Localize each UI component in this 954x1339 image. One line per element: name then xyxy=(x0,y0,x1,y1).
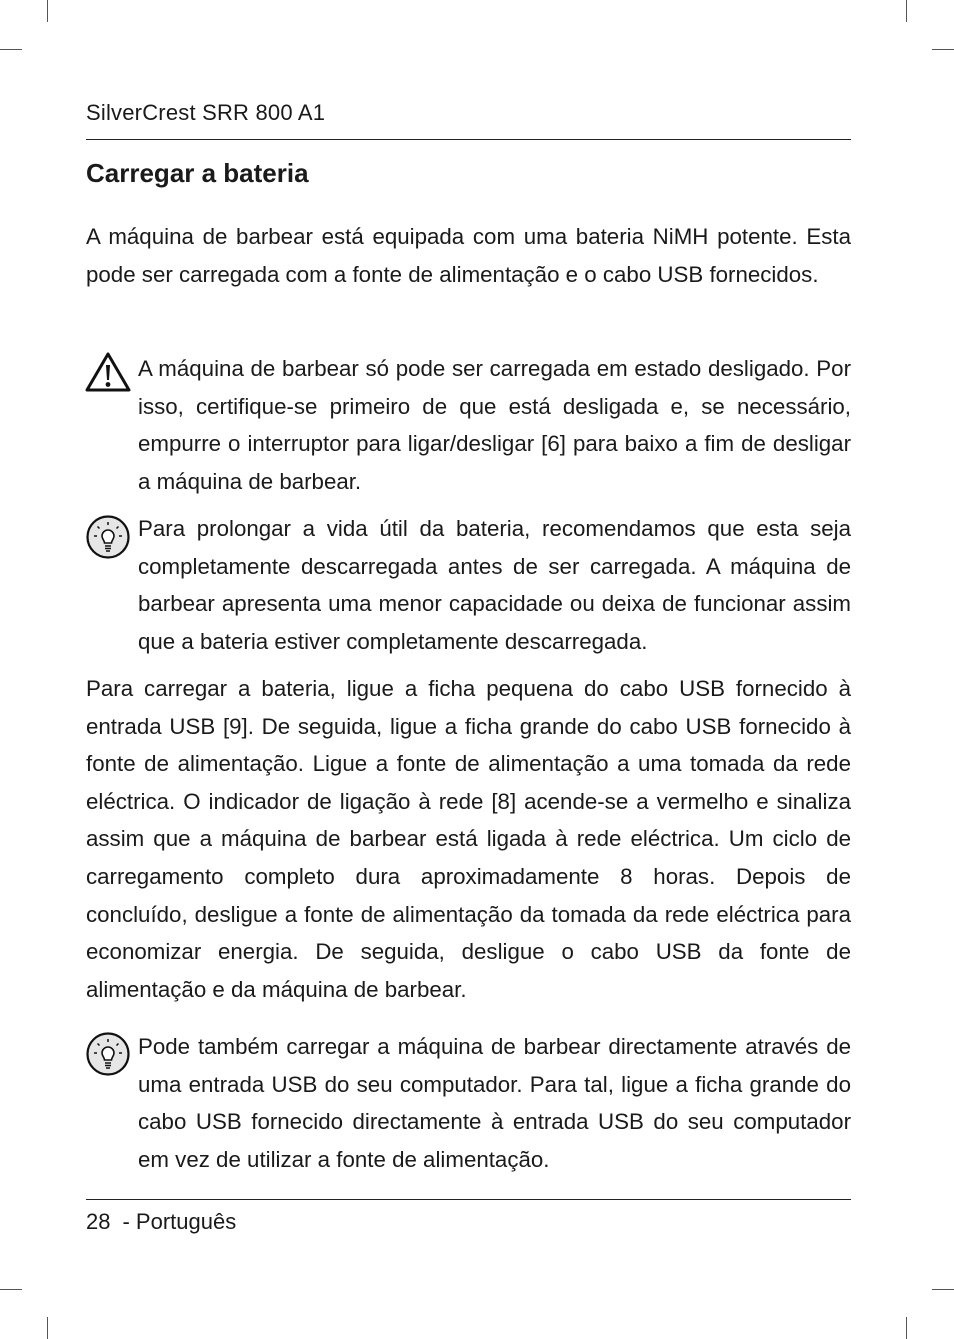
tip-paragraph: Para prolongar a vida útil da bateria, recomendamos que esta seja completamente descarregada antes de ser carregada. A máquina de barbear apresenta uma menor capacidade ou deixa de funcionar assim que a bateria estiver completamente descarregada. xyxy=(138,516,851,654)
warning-triangle-icon xyxy=(84,351,132,398)
lightbulb-icon xyxy=(85,1031,131,1082)
footer-rule xyxy=(86,1199,851,1200)
crop-mark xyxy=(906,0,907,22)
crop-mark xyxy=(0,49,22,50)
page-footer xyxy=(86,1209,236,1235)
crop-mark xyxy=(906,1317,907,1339)
charging-paragraph: Para carregar a bateria, ligue a ficha pequena do cabo USB fornecido à entrada USB [9]. De seguida, ligue a ficha grande do cabo USB fornecido à fonte de alimentação. Ligue a fonte de alimentação a uma tomada da rede eléctrica. O indicador de ligação à rede [8] acende-se a vermelho e sinaliza assim que a máquina de barbear está ligada à rede eléctrica. Um ciclo de carregamento completo dura aproximadamente 8 horas. Depois de concluído, desligue a fonte de alimentação da tomada da rede eléctrica para economizar energia. De seguida, desligue o cabo USB da fonte de alimentação e da máquina de barbear. xyxy=(86,676,851,1002)
intro-paragraph: A máquina de barbear está equipada com uma bateria NiMH potente. Esta pode ser carregada com a fonte de alimentação e o cabo USB fornecidos. xyxy=(86,224,851,287)
tip-paragraph: Pode também carregar a máquina de barbear directamente através de uma entrada USB do seu computador. Para tal, ligue a ficha grande do cabo USB fornecido directamente à entrada USB do seu computador em vez de utilizar a fonte de alimentação. xyxy=(138,1034,851,1172)
page-header: SilverCrest SRR 800 A1 xyxy=(86,100,326,125)
crop-mark xyxy=(932,49,954,50)
crop-mark xyxy=(0,1289,22,1290)
warning-paragraph: A máquina de barbear só pode ser carregada em estado desligado. Por isso, certifique-se primeiro de que está desligada e, se necessário, empurre o interruptor para ligar/desligar [6] para baixo a fim de desligar a máquina de barbear. xyxy=(138,356,851,494)
crop-mark xyxy=(47,0,48,22)
section-title: Carregar a bateria xyxy=(86,158,309,188)
crop-mark xyxy=(47,1317,48,1339)
footer-language: - Português xyxy=(122,1209,237,1234)
header-rule xyxy=(86,139,851,140)
page-number: 28 xyxy=(86,1209,111,1234)
lightbulb-icon xyxy=(85,514,131,565)
crop-mark xyxy=(932,1289,954,1290)
